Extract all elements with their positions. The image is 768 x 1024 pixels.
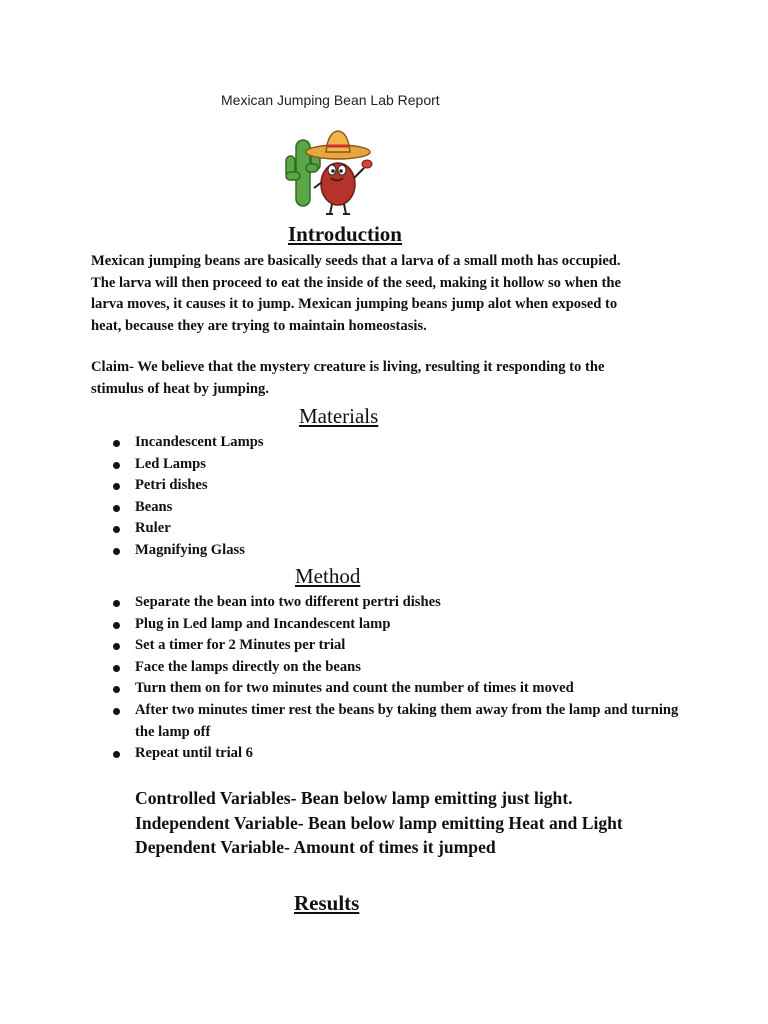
introduction-heading: Introduction	[288, 222, 402, 246]
list-item	[113, 454, 683, 476]
bullet-icon	[113, 548, 120, 555]
bullet-icon	[113, 751, 120, 758]
introduction-line: Mexican jumping beans are basically seeds that a larva of a small moth has occupied.	[91, 253, 621, 269]
list-item	[113, 678, 683, 700]
list-item	[113, 700, 683, 743]
bullet-icon	[113, 505, 120, 512]
introduction-line: larva moves, it causes it to jump. Mexican jumping beans jump alot when exposed to	[91, 296, 618, 312]
method-step: Separate the bean into two different pertri dishes	[135, 594, 441, 610]
claim-line: Claim- We believe that the mystery creature is living, resulting it responding to the	[91, 359, 605, 375]
bullet-icon	[113, 643, 120, 650]
material-label: Petri dishes	[135, 477, 208, 494]
variables-block	[135, 786, 695, 860]
bullet-icon	[113, 600, 120, 607]
list-item	[113, 743, 683, 765]
method-step: Turn them on for two minutes and count the number of times it moved	[135, 680, 574, 697]
bullet-icon	[113, 686, 120, 693]
list-item	[113, 540, 683, 562]
results-heading: Results	[294, 891, 360, 915]
method-step: Set a timer for 2 Minutes per trial	[135, 637, 346, 654]
claim-paragraph	[91, 357, 681, 400]
materials-heading: Materials	[299, 404, 379, 428]
method-step: After two minutes timer rest the beans by taking them away from the lamp and turning the lamp off	[135, 701, 679, 740]
material-label: Beans	[135, 498, 173, 515]
material-label: Led Lamps	[135, 455, 206, 472]
material-label: Ruler	[135, 520, 171, 537]
bullet-icon	[113, 483, 120, 490]
list-item	[113, 518, 683, 540]
claim-line: stimulus of heat by jumping.	[91, 380, 269, 397]
bullet-icon	[113, 665, 120, 672]
method-step: Plug in Led lamp and Incandescent lamp	[135, 615, 391, 632]
dependent-variable: Dependent Variable- Amount of times it jumped	[135, 837, 496, 857]
bullet-icon	[113, 526, 120, 533]
introduction-paragraph	[91, 251, 681, 337]
bullet-icon	[113, 708, 120, 715]
list-item	[113, 657, 683, 679]
list-item	[113, 614, 683, 636]
material-label: Incandescent Lamps	[135, 434, 264, 450]
independent-variable: Independent Variable- Bean below lamp emitting Heat and Light	[135, 812, 623, 833]
bean-sombrero-icon	[284, 126, 376, 218]
method-step: Repeat until trial 6	[135, 745, 253, 762]
method-list	[113, 592, 683, 765]
bullet-icon	[113, 622, 120, 629]
list-item	[113, 497, 683, 519]
document-title: Mexican Jumping Bean Lab Report	[221, 92, 440, 108]
introduction-line: heat, because they are trying to maintain homeostasis.	[91, 317, 427, 334]
list-item	[113, 635, 683, 657]
list-item	[113, 475, 683, 497]
material-label: Magnifying Glass	[135, 541, 245, 558]
list-item	[113, 592, 683, 614]
list-item	[113, 432, 683, 454]
introduction-line: The larva will then proceed to eat the inside of the seed, making it hollow so when the	[91, 274, 621, 291]
bean-cactus-illustration	[284, 126, 376, 218]
bullet-icon	[113, 440, 120, 447]
materials-list	[113, 432, 683, 562]
controlled-variable: Controlled Variables- Bean below lamp emitting just light.	[135, 788, 573, 808]
bullet-icon	[113, 462, 120, 469]
method-heading: Method	[295, 564, 361, 588]
method-step: Face the lamps directly on the beans	[135, 658, 361, 675]
